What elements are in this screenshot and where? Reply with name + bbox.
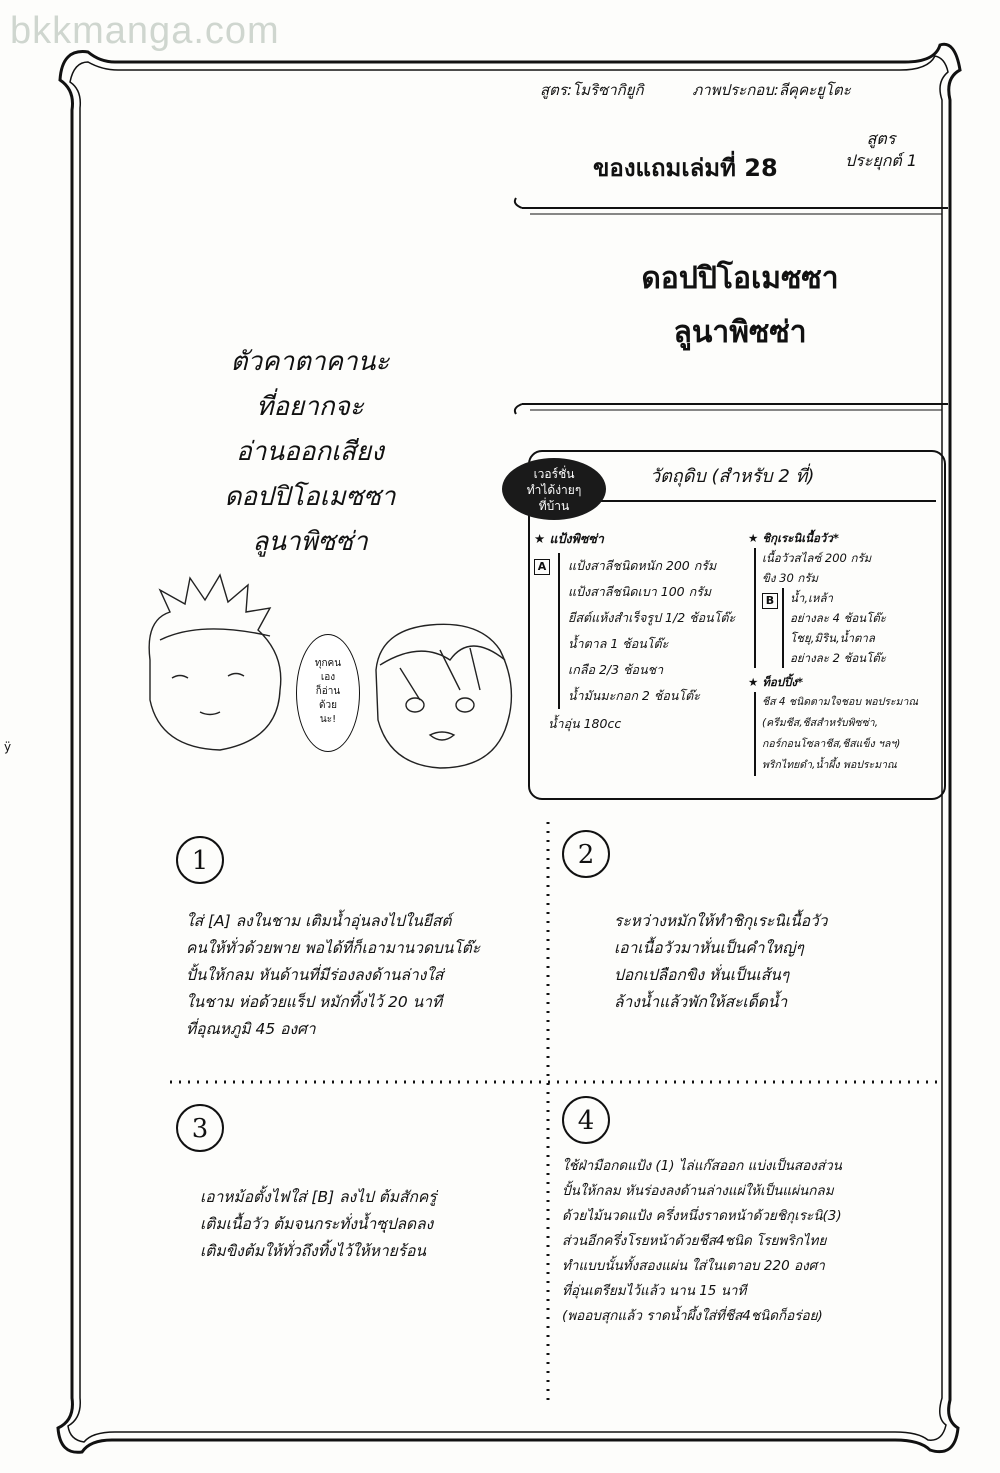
narration-line: อ่านออกเสียง — [236, 437, 384, 467]
step-line: ปั้นให้กลม หันด้านที่มีร่องลงด้านล่างใส่ — [186, 966, 444, 984]
bubble-line: ก็อ่าน — [315, 686, 341, 697]
bonus-title: ของแถมเล่มที่ 28 — [593, 154, 778, 182]
step-line: ระหว่างหมักให้ทำชิกุเระนิเนื้อวัว — [614, 912, 828, 930]
step-1-number: 1 — [176, 836, 224, 884]
dough-title: ★ แป้งพิซซ่า — [534, 531, 604, 546]
home-version-badge — [502, 458, 606, 520]
step-2-number: 2 — [562, 830, 610, 878]
step-line: เติมเนื้อวัว ต้มจนกระทั่งน้ำซุปลดลง — [200, 1215, 434, 1233]
art-credit: ภาพประกอบ:ลีคุคะยูโตะ — [692, 81, 851, 99]
character-right-sketch — [376, 624, 511, 768]
step-line: ที่อุ่นเตรียมไว้แล้ว นาน 15 นาที — [562, 1283, 747, 1299]
recipe-label — [845, 128, 917, 172]
group-b-items — [782, 588, 886, 668]
step-2-text — [614, 908, 934, 1016]
narration-text — [190, 340, 430, 565]
step-line: เอาเนื้อวัวมาหั่นเป็นคำใหญ่ๆ — [614, 939, 804, 957]
step-line: (พออบสุกแล้ว ราดน้ำผึ้งใส่ที่ชีส4ชนิดก็อร่อย) — [562, 1308, 823, 1324]
ingredient-water: น้ำอุ่น 180cc — [548, 716, 622, 731]
topping-title: ★ ท็อปปิ้ง* — [748, 675, 804, 689]
step-line: ล้างน้ำแล้วพักให้สะเด็ดน้ำ — [614, 993, 788, 1011]
step-line: เอาหม้อตั้งไฟใส่ [B] ลงไป ต้มสักครู่ — [200, 1188, 437, 1206]
title-rule-top — [515, 198, 948, 214]
character-left-sketch — [149, 575, 281, 750]
dish-name — [560, 252, 920, 360]
dish-name-line1: ดอปปิโอเมซซา — [641, 261, 839, 296]
step-line: ส่วนอีกครึ่งโรยหน้าด้วยชีส4ชนิด โรยพริกไทย — [562, 1233, 827, 1249]
topping-items — [754, 692, 944, 776]
ingredient-item: ชีส 4 ชนิดตามใจชอบ พอประมาณ — [762, 696, 919, 708]
ingredient-item: พริกไทยดำ,น้ำผึ้ง พอประมาณ — [762, 759, 897, 771]
step-line: ด้วยไม้นวดแป้ง ครึ่งหนึ่งราดหน้าด้วยชิกุเระนิ(3) — [562, 1208, 842, 1224]
step-3-number: 3 — [176, 1104, 224, 1152]
step-line: เติมขิงต้มให้ทั่วถึงทิ้งไว้ให้หายร้อน — [200, 1242, 426, 1260]
step-line: คนให้ทั่วด้วยพาย พอได้ที่ก็เอามานวดบนโต๊ะ — [186, 939, 481, 957]
step-line: ที่อุณหภูมิ 45 องศา — [186, 1020, 316, 1038]
bubble-line: ด้วย — [319, 700, 337, 711]
story-credit: สูตร:โมริซากิยูกิ — [540, 81, 644, 99]
ingredient-item: น้ำ,เหล้า — [790, 591, 833, 605]
dough-section — [534, 528, 744, 734]
dish-name-line2: ลูนาพิซซ่า — [673, 315, 807, 350]
step-line: ทำแบบนั้นทั้งสองแผ่น ใส่ในเตาอบ 220 องศา — [562, 1258, 825, 1274]
bubble-line: ทุกคน — [314, 658, 342, 669]
ingredients-heading: วัตถุดิบ (สำหรับ 2 ที่) — [590, 452, 936, 502]
recipe-label-line1: สูตร — [866, 129, 896, 148]
title-rule-bottom — [515, 404, 948, 414]
beef-title: ★ ชิกุเระนิเนื้อวัว* — [748, 531, 839, 545]
site-watermark: bkkmanga.com — [10, 10, 280, 52]
narration-line: ลูนาพิซซ่า — [252, 527, 368, 557]
ingredient-item: น้ำตาล 1 ช้อนโต๊ะ — [568, 636, 669, 651]
ingredient-item: (ครีมชีส,ชีสสำหรับพิซซ่า, — [762, 717, 879, 729]
ingredient-item: อย่างละ 4 ช้อนโต๊ะ — [790, 611, 886, 625]
ingredient-item: น้ำมันมะกอก 2 ช้อนโต๊ะ — [568, 688, 700, 703]
ingredient-item: ยีสต์แห้งสำเร็จรูป 1/2 ช้อนโต๊ะ — [568, 610, 736, 625]
ingredient-item: แป้งสาลีชนิดหนัก 200 กรัม — [568, 558, 717, 573]
dough-items — [558, 553, 735, 709]
ingredient-item: แป้งสาลีชนิดเบา 100 กรัม — [568, 584, 712, 599]
bubble-line: เอง — [320, 672, 336, 683]
narration-line: ดอปปิโอเมซซา — [224, 482, 396, 512]
margin-mark: ÿ — [4, 740, 12, 754]
step-line: ปั้นให้กลม หันร่องลงด้านล่างแผ่ให้เป็นแผ่นกลม — [562, 1183, 834, 1199]
step-line: ใช้ฝ่ามือกดแป้ง (1) ไล่แก๊สออก แบ่งเป็นสองส่วน — [562, 1158, 842, 1174]
narration-line: ตัวคาตาคานะ — [230, 347, 390, 377]
beef-section — [748, 528, 944, 776]
ingredient-item: อย่างละ 2 ช้อนโต๊ะ — [790, 651, 886, 665]
badge-line: เวอร์ชั่น — [533, 467, 575, 481]
beef-items — [754, 548, 944, 668]
step-4-number: 4 — [562, 1096, 610, 1144]
step-3-text — [200, 1184, 540, 1265]
step-line: ปอกเปลือกขิง หั่นเป็นเส้นๆ — [614, 966, 790, 984]
badge-line: ที่บ้าน — [538, 499, 570, 513]
speech-bubble — [296, 634, 360, 752]
ingredient-item: โชยุ,มิริน,น้ำตาล — [790, 631, 875, 645]
ingredient-item: กอร์กอนโซลาชีส,ชีสแข็ง ฯลฯ) — [762, 738, 901, 750]
step-1-text — [186, 908, 546, 1043]
group-b-label: B — [762, 593, 778, 609]
narration-line: ที่อยากจะ — [256, 392, 364, 422]
group-a-label: A — [534, 559, 550, 575]
ingredient-item: ขิง 30 กรัม — [762, 571, 819, 585]
ingredient-item: เนื้อวัวสไลซ์ 200 กรัม — [762, 551, 872, 565]
badge-line: ทำได้ง่ายๆ — [526, 483, 582, 497]
step-line: ใส่ [A] ลงในชาม เติมน้ำอุ่นลงไปในยีสต์ — [186, 912, 452, 930]
ingredient-item: เกลือ 2/3 ช้อนชา — [568, 662, 664, 677]
recipe-label-line2: ประยุกต์ 1 — [845, 151, 918, 170]
credits-line — [540, 78, 895, 102]
bubble-line: นะ! — [319, 714, 337, 725]
step-line: ในชาม ห่อด้วยแร็ป หมักทิ้งไว้ 20 นาที — [186, 993, 443, 1011]
step-4-text — [562, 1154, 947, 1329]
